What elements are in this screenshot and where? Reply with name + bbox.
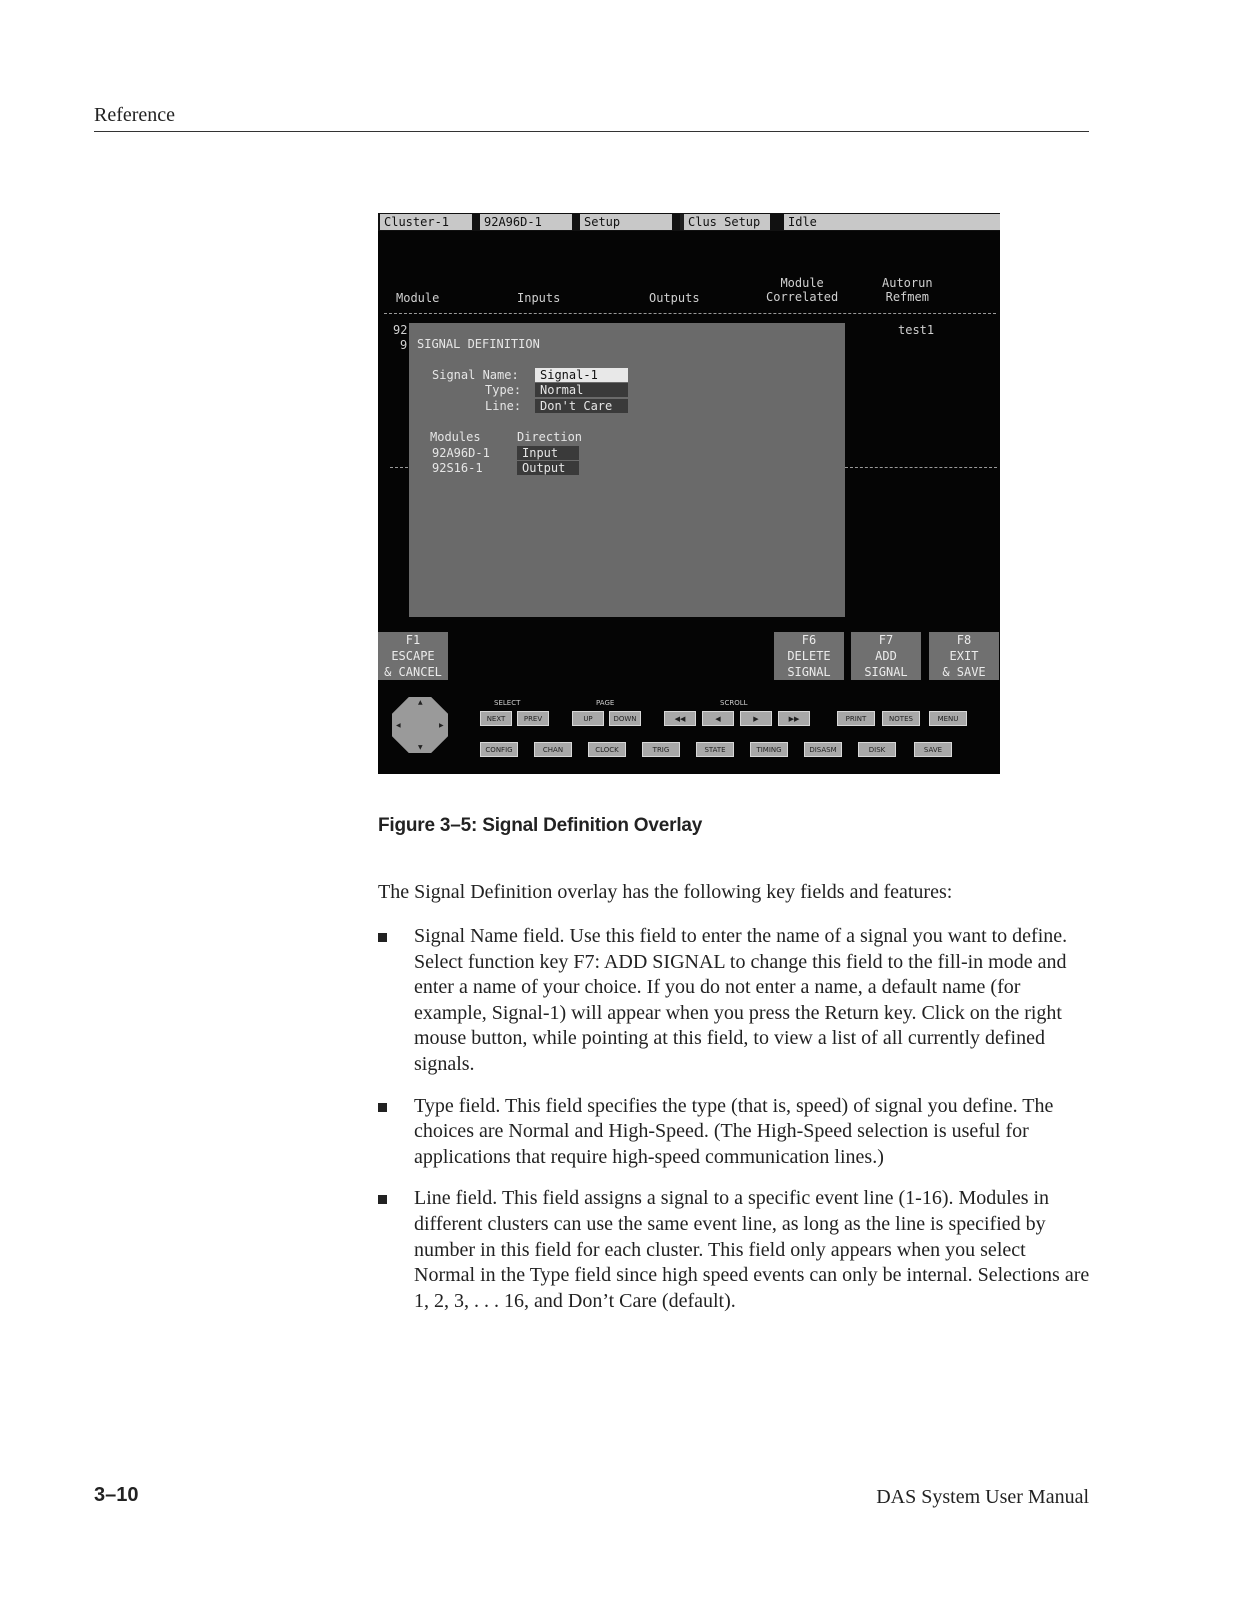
overlay-title: SIGNAL DEFINITION	[417, 337, 540, 351]
line-field[interactable]: Don't Care	[535, 399, 628, 413]
next-button[interactable]: NEXT	[480, 711, 512, 726]
scroll-forward-button[interactable]: ▶	[740, 711, 772, 726]
autorun-value: test1	[898, 323, 935, 337]
signal-definition-overlay	[409, 323, 845, 617]
signal-name-field[interactable]: Signal-1	[535, 368, 628, 382]
module-direction-field[interactable]: Output	[517, 461, 579, 475]
arrow-up-icon: ▲	[418, 699, 423, 706]
clock-button[interactable]: CLOCK	[588, 742, 626, 757]
f1-escape-cancel-key[interactable]: F1 ESCAPE & CANCEL	[378, 632, 448, 680]
module-direction-field[interactable]: Input	[517, 446, 579, 460]
notes-button[interactable]: NOTES	[882, 711, 920, 726]
page-up-button[interactable]: UP	[572, 711, 604, 726]
row-divider	[845, 467, 997, 468]
bullet-text: Line field. This field assigns a signal to a specific event line (1-16). Modules in different clusters can use the same event line, as long as the line is specified by number in this field for each cluster. This field only appears when you select Normal in the Type field since high speed events can only be internal. Selections are 1, 2, 3, . . . 16, and Don’t Care (default).	[414, 1187, 1090, 1312]
header-divider	[384, 313, 996, 314]
bullet-text: Signal Name field. Use this field to enter the name of a signal you want to define. Select function key F7: ADD SIGNAL to change this field to the fill-in mode and enter a name of your choice. If you do not enter a name, a default name (for example, Signal-1) will appear when you press the Return key. Click on the right mouse button, while pointing at this field, to view a list of all currently defined signals.	[414, 925, 1068, 1075]
scroll-fast-forward-button[interactable]: ▶▶	[778, 711, 810, 726]
menu-button[interactable]: MENU	[929, 711, 967, 726]
config-button[interactable]: CONFIG	[480, 742, 518, 757]
bullet-square-icon	[378, 933, 387, 942]
line-label: Line:	[485, 399, 522, 413]
header-rule	[94, 131, 1089, 132]
disk-button[interactable]: DISK	[858, 742, 896, 757]
bullet-text: Type field. This field specifies the type (that is, speed) of signal you define. The choices are Normal and High-Speed. (The High-Speed selection is useful for applications that require high-speed communication lines.)	[414, 1094, 1054, 1168]
bullet-square-icon	[378, 1103, 387, 1112]
scroll-fast-back-button[interactable]: ◀◀	[664, 711, 696, 726]
trig-button[interactable]: TRIG	[642, 742, 680, 757]
signal-name-label: Signal Name:	[432, 368, 519, 382]
bullet-square-icon	[378, 1195, 387, 1204]
disasm-button[interactable]: DISASM	[804, 742, 842, 757]
page-number: 3–10	[94, 1484, 139, 1506]
row-divider	[390, 467, 408, 468]
row-module-fragment: 92	[393, 323, 408, 337]
module-name: 92A96D-1	[432, 446, 490, 460]
select-group-label: SELECT	[494, 699, 521, 707]
state-button[interactable]: STATE	[696, 742, 734, 757]
scroll-group-label: SCROLL	[720, 699, 748, 707]
status-cluster: Cluster-1	[380, 214, 472, 230]
screenshot-figure	[378, 213, 1000, 774]
col-module-correlated: Module Correlated	[766, 276, 839, 304]
col-autorun-refmem: Autorun Refmem	[882, 276, 933, 304]
page-down-button[interactable]: DOWN	[609, 711, 641, 726]
f7-add-signal-key[interactable]: F7 ADD SIGNAL	[851, 632, 921, 680]
page-group-label: PAGE	[596, 699, 615, 707]
save-button[interactable]: SAVE	[914, 742, 952, 757]
figure-caption: Figure 3–5: Signal Definition Overlay	[378, 815, 703, 836]
print-button[interactable]: PRINT	[837, 711, 875, 726]
feature-list	[378, 924, 1090, 1330]
status-state: Idle	[784, 214, 1000, 230]
list-item	[378, 1094, 1090, 1171]
status-menu: Setup	[580, 214, 672, 230]
timing-button[interactable]: TIMING	[750, 742, 788, 757]
type-field[interactable]: Normal	[535, 383, 628, 397]
list-item	[378, 1186, 1090, 1314]
module-name: 92S16-1	[432, 461, 483, 475]
intro-paragraph: The Signal Definition overlay has the following key fields and features:	[378, 881, 953, 903]
f6-delete-signal-key[interactable]: F6 DELETE SIGNAL	[774, 632, 844, 680]
modules-header: Modules	[430, 430, 481, 444]
col-inputs: Inputs	[517, 291, 561, 305]
col-outputs: Outputs	[649, 291, 700, 305]
running-header: Reference	[94, 104, 176, 126]
manual-title: DAS System User Manual	[876, 1486, 1089, 1508]
list-item	[378, 924, 1090, 1078]
arrow-right-icon: ▶	[439, 722, 444, 729]
arrow-down-icon: ▼	[418, 744, 423, 751]
f8-exit-save-key[interactable]: F8 EXIT & SAVE	[929, 632, 999, 680]
col-module: Module	[396, 291, 440, 305]
arrow-left-icon: ◀	[396, 722, 401, 729]
prev-button[interactable]: PREV	[517, 711, 549, 726]
direction-header: Direction	[517, 430, 583, 444]
status-submenu: Clus Setup	[684, 214, 770, 230]
status-bar	[378, 213, 1000, 231]
chan-button[interactable]: CHAN	[534, 742, 572, 757]
row-module-fragment: 9	[400, 338, 408, 352]
type-label: Type:	[485, 383, 522, 397]
status-module: 92A96D-1	[480, 214, 572, 230]
scroll-back-button[interactable]: ◀	[702, 711, 734, 726]
